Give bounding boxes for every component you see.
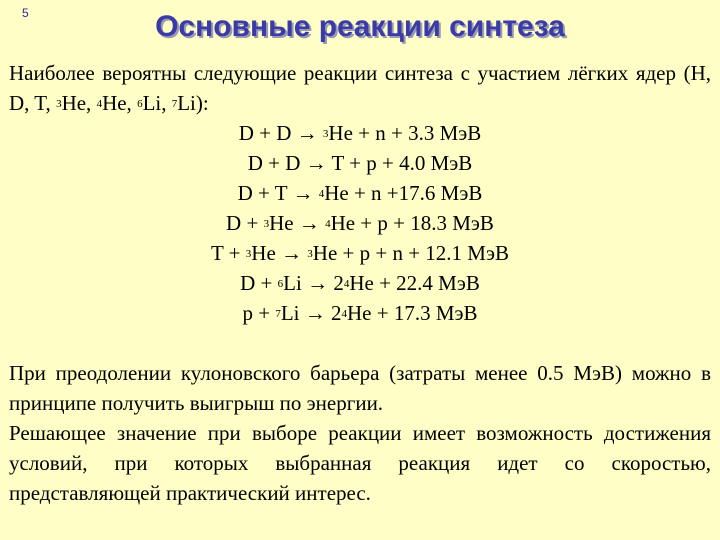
mass-number: 3 xyxy=(56,98,62,110)
reaction-part: D + D → xyxy=(238,121,323,145)
reaction-equation xyxy=(9,268,711,298)
reaction-equation xyxy=(9,298,711,328)
mass-number: 3 xyxy=(307,248,313,260)
intro-text: He, xyxy=(102,91,138,115)
mass-number: 6 xyxy=(137,98,143,110)
reaction-part: D + xyxy=(226,211,264,235)
mass-number: 7 xyxy=(275,308,281,320)
reaction-equation xyxy=(9,238,711,268)
reaction-part: D + T → xyxy=(237,181,319,205)
mass-number: 3 xyxy=(263,218,270,230)
reaction-part: He → xyxy=(251,241,308,265)
intro-text: Li): xyxy=(177,91,209,115)
intro-paragraph xyxy=(9,58,711,118)
mass-number: 4 xyxy=(343,278,350,290)
mass-number: 6 xyxy=(277,278,284,290)
reaction-part: T + xyxy=(210,241,246,265)
mass-number: 3 xyxy=(322,128,329,140)
reaction-part: Li → 2 xyxy=(283,271,344,295)
slide-number: 5 xyxy=(22,6,29,20)
reaction-equation xyxy=(9,178,711,208)
reaction-part: He + n +17.6 МэВ xyxy=(324,181,483,205)
mass-number: 4 xyxy=(318,188,325,200)
spacer xyxy=(9,328,711,358)
reaction-equation xyxy=(9,148,711,178)
reaction-part: He + p + 18.3 МэВ xyxy=(330,211,494,235)
reaction-equation xyxy=(9,118,711,148)
page-title: Основные реакции синтеза xyxy=(155,10,565,43)
reaction-part: D + xyxy=(240,271,278,295)
reaction-part: He + 17.3 МэВ xyxy=(346,301,478,325)
conclusion-paragraph: Решающее значение при выборе реакции имеет возможность достижения условий, при которых выбранная реакция идет со скоростью, представляющей практический интерес. xyxy=(9,421,711,505)
mass-number: 4 xyxy=(96,98,103,110)
reaction-part: Li → 2 xyxy=(280,301,342,325)
slide-content xyxy=(9,58,711,508)
mass-number: 7 xyxy=(171,98,178,110)
mass-number: 4 xyxy=(325,218,331,230)
reaction-list xyxy=(9,118,711,328)
reaction-part: p + xyxy=(242,301,276,325)
coulomb-paragraph: При преодолении кулоновского барьера (затраты менее 0.5 МэВ) можно в принципе получить выигрыш по энергии. xyxy=(9,361,711,415)
mass-number: 3 xyxy=(245,248,252,260)
intro-text: He, xyxy=(61,91,97,115)
reaction-part: D + D → T + p + 4.0 МэВ xyxy=(247,151,473,175)
mass-number: 4 xyxy=(341,308,347,320)
intro-text: Li, xyxy=(142,91,172,115)
intro-text: Наиболее вероятны следующие реакции синтеза с участием лёгких ядер (H, D, T, xyxy=(9,61,711,115)
reaction-part: He + n + 3.3 МэВ xyxy=(328,121,482,145)
reaction-equation xyxy=(9,208,711,238)
reaction-part: He + 22.4 МэВ xyxy=(349,271,480,295)
reaction-part: He → xyxy=(269,211,326,235)
reaction-part: He + p + n + 12.1 МэВ xyxy=(312,241,509,265)
